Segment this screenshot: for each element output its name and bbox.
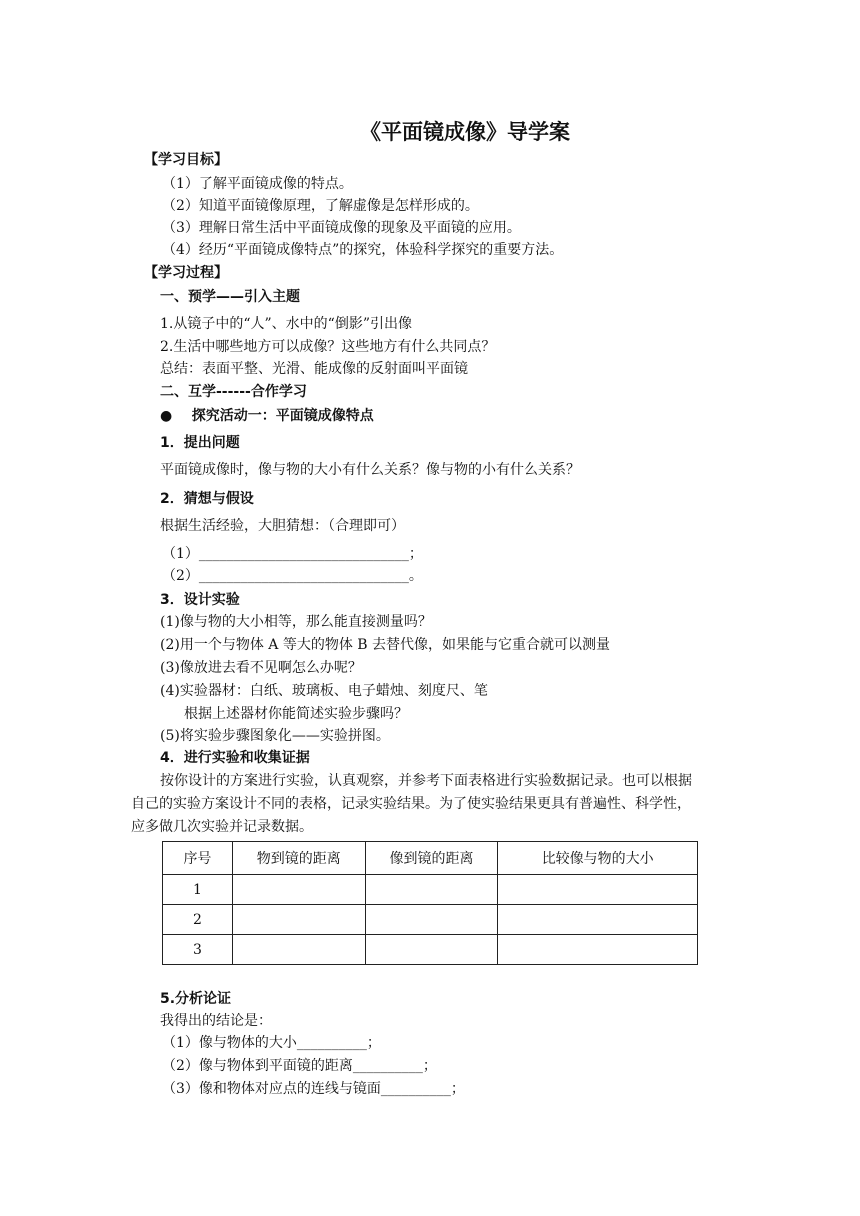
data-table bbox=[162, 841, 698, 965]
preview-line: 2.生活中哪些地方可以成像？这些地方有什么共同点？ bbox=[160, 339, 496, 355]
conclusion-blank-1[interactable]: （1）像与物体的大小__________； bbox=[162, 1035, 381, 1051]
guess-blank-1[interactable]: （1）______________________________； bbox=[162, 546, 423, 562]
step1-heading: 1．提出问题 bbox=[160, 435, 240, 451]
step3-line: 根据上述器材你能简述实验步骤吗？ bbox=[184, 706, 408, 722]
activity-heading bbox=[160, 407, 374, 425]
objectives-heading: 【学习目标】 bbox=[144, 152, 228, 168]
step4-paragraph: 按你设计的方案进行实验，认真观察，并参考下面表格进行实验数据记录。也可以根据 bbox=[160, 773, 692, 789]
table-row bbox=[163, 905, 698, 935]
table-cell[interactable] bbox=[365, 935, 498, 965]
column-header: 像到镜的距离 bbox=[365, 842, 498, 875]
step3-heading: 3．设计实验 bbox=[160, 592, 240, 608]
process-heading: 【学习过程】 bbox=[144, 265, 228, 281]
table-cell[interactable] bbox=[498, 875, 698, 905]
preview-summary: 总结：表面平整、光滑、能成像的反射面叫平面镜 bbox=[160, 361, 468, 377]
table-cell[interactable] bbox=[232, 935, 365, 965]
row-number: 3 bbox=[163, 935, 233, 965]
step4-paragraph: 应多做几次实验并记录数据。 bbox=[131, 819, 313, 835]
step5-heading: 5.分析论证 bbox=[160, 991, 232, 1007]
table-header-row bbox=[163, 842, 698, 875]
step3-line: (4)实验器材：白纸、玻璃板、电子蜡烛、刻度尺、笔 bbox=[160, 683, 488, 699]
step3-line: (2)用一个与物体 A 等大的物体 B 去替代像，如果能与它重合就可以测量 bbox=[160, 637, 611, 653]
row-number: 1 bbox=[163, 875, 233, 905]
table-row bbox=[163, 935, 698, 965]
table-cell[interactable] bbox=[498, 905, 698, 935]
column-header: 比较像与物的大小 bbox=[498, 842, 698, 875]
step2-heading: 2．猜想与假设 bbox=[160, 491, 254, 507]
step3-line: (5)将实验步骤图象化——实验拼图。 bbox=[160, 728, 390, 744]
column-header: 物到镜的距离 bbox=[232, 842, 365, 875]
preview-heading: 一、预学——引入主题 bbox=[160, 289, 300, 305]
objective-item: （1）了解平面镜成像的特点。 bbox=[162, 176, 353, 192]
step3-line: (3)像放进去看不见啊怎么办呢？ bbox=[160, 660, 362, 676]
preview-line: 1.从镜子中的“人”、水中的“倒影”引出像 bbox=[160, 316, 412, 332]
step2-text: 根据生活经验，大胆猜想：（合理即可） bbox=[160, 518, 405, 534]
table-cell[interactable] bbox=[498, 935, 698, 965]
bullet-icon: ● bbox=[160, 408, 173, 424]
objective-item: （2）知道平面镜像原理，了解虚像是怎样形成的。 bbox=[162, 198, 479, 214]
step4-paragraph: 自己的实验方案设计不同的表格，记录实验结果。为了使实验结果更具有普遍性、科学性， bbox=[131, 796, 691, 812]
step1-text: 平面镜成像时，像与物的大小有什么关系？像与物的小有什么关系？ bbox=[160, 462, 580, 478]
conclusion-blank-2[interactable]: （2）像与物体到平面镜的距离__________； bbox=[162, 1058, 437, 1074]
step4-heading: 4．进行实验和收集证据 bbox=[160, 750, 310, 766]
cooperate-heading: 二、互学------合作学习 bbox=[160, 384, 307, 400]
conclusion-blank-3[interactable]: （3）像和物体对应点的连线与镜面__________； bbox=[162, 1081, 465, 1097]
row-number: 2 bbox=[163, 905, 233, 935]
table-cell[interactable] bbox=[232, 905, 365, 935]
objective-item: （4）经历“平面镜成像特点”的探究，体验科学探究的重要方法。 bbox=[162, 242, 564, 258]
table-cell[interactable] bbox=[365, 905, 498, 935]
step5-intro: 我得出的结论是： bbox=[160, 1013, 272, 1029]
column-header: 序号 bbox=[163, 842, 233, 875]
step3-line: (1)像与物的大小相等，那么能直接测量吗？ bbox=[160, 614, 432, 630]
page-title: 《平面镜成像》导学案 bbox=[360, 120, 570, 144]
table-row bbox=[163, 875, 698, 905]
objective-item: （3）理解日常生活中平面镜成像的现象及平面镜的应用。 bbox=[162, 220, 521, 236]
activity-title: 探究活动一：平面镜成像特点 bbox=[191, 408, 374, 424]
table-cell[interactable] bbox=[365, 875, 498, 905]
table-cell[interactable] bbox=[232, 875, 365, 905]
guess-blank-2[interactable]: （2）______________________________。 bbox=[162, 568, 423, 584]
